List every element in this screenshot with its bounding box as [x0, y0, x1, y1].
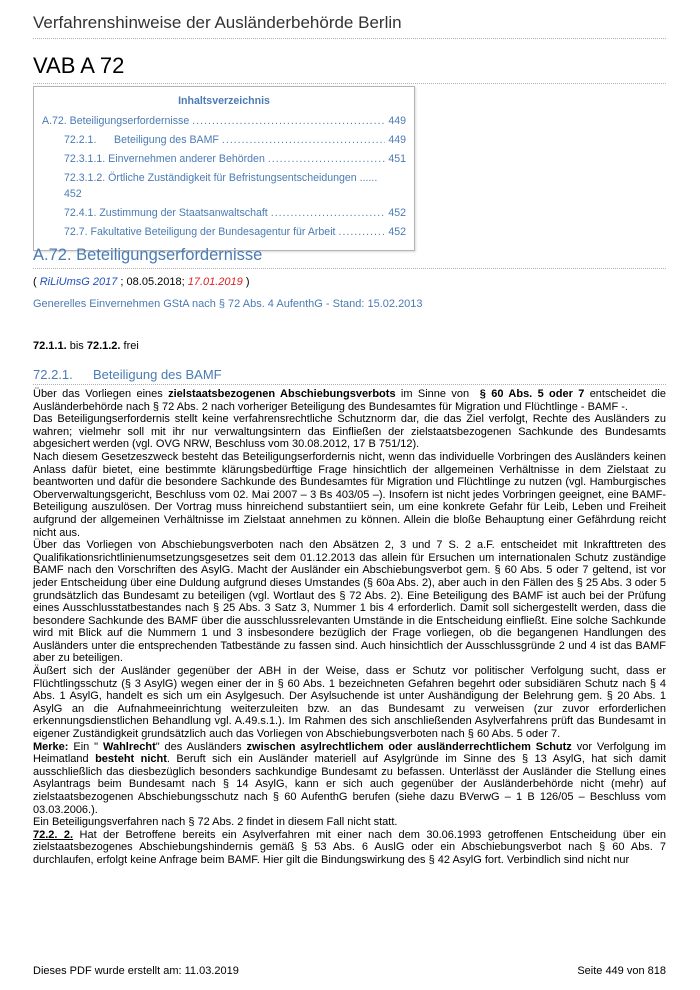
toc-heading: Inhaltsverzeichnis — [178, 95, 270, 107]
source-close: ) — [242, 276, 250, 288]
source-line — [33, 276, 250, 288]
paragraph: Ein Beteiligungsverfahren nach § 72 Abs. 2 findet in diesem Fall nicht statt. — [33, 816, 398, 829]
toc-item[interactable] — [42, 113, 406, 129]
toc-item-page: 451 — [388, 153, 406, 165]
text-bold: Merke: — [33, 740, 69, 753]
frei-start: 72.1.1. — [33, 340, 67, 352]
toc-item-label: 72.3.1.2. Örtliche Zuständigkeit für Befristungsentscheidungen — [64, 172, 357, 184]
text-bold: Wahlrecht — [102, 740, 156, 753]
text-bold: zielstaatsbezogenen Abschiebungsverbots — [168, 388, 396, 400]
body-text — [33, 388, 666, 867]
site-title: Verfahrenshinweise der Ausländerbehörde Berlin — [33, 13, 666, 39]
text-run: im Sinne von — [395, 388, 480, 400]
paragraph — [33, 741, 666, 817]
doc-title: VAB A 72 — [33, 53, 666, 84]
toc-item-page: 452 — [388, 207, 406, 219]
toc-item-page: 452 — [388, 226, 406, 238]
text-run: entscheidet die Ausländerbehörde nach § 72 Abs. 2 nach vorheriger Beteiligung des Bundesamtes für Migration und Flüchtlinge - BAMF -. — [33, 388, 666, 413]
text-run: Über das Vorliegen eines — [33, 388, 169, 400]
toc-item-page: 449 — [388, 134, 406, 146]
paragraph: Äußert sich der Ausländer gegenüber der ABH in der Weise, dass er Schutz vor politischer Verfolgung sucht, dass er Flüchtlingsschutz (§ 3 AsylG) wegen einer der in § 60 Abs. 1 bezeichneten Gefahren begehrt oder subsidiären Schutz nach § 4 Abs. 1 AsylG, handelt es sich um ein Asylgesuch. Der Asylsuchende ist unter Aushändigung der Belehrung gem. § 20 Abs. 1 AsylG an die Aufnahmeeinrichtung weiterzuleiten bzw. an das Bundesamt zu verweisen (zur zuvor erforderlichen erkennungsdienstlichen Behandlung vgl. A.49.s.1.). Im Rahmen des sich anschließenden Asylverfahrens prüft das Bundesamt in eigener Zuständigkeit grundsätzlich auch das Vorliegen von Abschiebungsverboten nach § 60 Abs. 5 oder 7. — [33, 665, 666, 741]
section-heading: A.72. Beteiligungserfordernisse — [33, 246, 666, 269]
toc-item[interactable] — [42, 224, 406, 240]
footer-created: Dieses PDF wurde erstellt am: 11.03.2019 — [33, 965, 239, 977]
toc-dots — [222, 132, 385, 148]
source-date: 17.01.2019 — [187, 276, 243, 288]
toc-item[interactable] — [42, 205, 406, 221]
paragraph — [33, 388, 666, 413]
text-run: . Beruft sich ein Ausländer materiell auf Asylgründe im Sinne des § 13 AsylG, hat sich damit ausschließlich das diesbezüglich besonders sachkundige Bundesamt zu befassen. Unterlässt der Ausländer die Stellung eines Asylantrags beim Bundesamt nach § 14 AsylG, kann er sich auch gegenüber der Ausländerbehörde nicht (mehr) auf zielstaatsbezogenen Abschiebungsschutz nach § 60 AufenthG berufen (siehe dazu BVerwG – 1 B 126/05 – Beschluss vom 03.03.2006.). — [33, 753, 666, 816]
toc-item[interactable] — [42, 132, 406, 148]
toc-dots — [192, 113, 385, 129]
text-underlined: 72.2. 2. — [33, 828, 74, 841]
table-of-contents — [33, 86, 415, 251]
paragraph: Das Beteiligungserfordernis stellt keine verfahrensrechtliche Schutznorm dar, die das Ziel verfolgt, Rechte des Ausländers zu wahren; vielmehr soll mit ihr nur verwaltungsintern das Einfließen der zielstaatsbezogenen Sachkunde des Bundesamts abgesichert werden (vgl. OVG NRW, Beschluss vom 30.08.2012, 17 B 751/12). — [33, 413, 666, 451]
toc-item[interactable] — [42, 151, 406, 167]
text-run: vor Verfolgung im Heimatland — [33, 740, 667, 766]
frei-line — [33, 340, 139, 352]
toc-item[interactable] — [42, 170, 406, 202]
toc-item-label: 72.3.1.1. Einvernehmen anderer Behörden — [64, 153, 265, 165]
toc-dots — [339, 224, 386, 240]
toc-dots — [268, 151, 385, 167]
frei-end-num: 72.1.2. — [86, 340, 121, 352]
subsection-heading — [33, 367, 666, 385]
subsection-number: 72.2.1. — [33, 367, 73, 382]
text-bold: zwischen asylrechtlichem oder ausländerrechtlichem Schutz — [246, 740, 572, 753]
source-link[interactable]: RiLiUmsG 2017 — [39, 276, 118, 288]
toc-item-label: 72.4.1. Zustimmung der Staatsanwaltschaft — [64, 207, 268, 219]
toc-item-page: 452 — [64, 188, 82, 200]
subsection-title: Beteiligung des BAMF — [93, 367, 222, 382]
text-run: Ein " — [68, 740, 103, 753]
toc-item-label: A.72. Beteiligungserfordernisse — [42, 115, 190, 127]
text-run: " des Ausländers — [155, 740, 247, 753]
frei-end: frei — [120, 340, 139, 352]
toc-item-page: 449 — [388, 115, 406, 127]
source-mid: ; 08.05.2018; — [117, 276, 188, 288]
text-bold: besteht nicht — [95, 753, 167, 766]
paragraph — [33, 829, 666, 867]
text-run: Hat der Betroffene bereits ein Asylverfahren mit einer nach dem 30.06.1993 getroffenen Entscheidung über ein zielstaatsbezogenes Abschiebungshindernis gemäß § 53 Abs. 6 AuslG oder ein Abschiebungsverbot nach § 60 Abs. 7 durchlaufen, erfolgt keine Anfrage beim BAMF. Hier gilt die Bindungswirkung des § 42 AsylG fort. Verbindlich sind nicht nur — [33, 828, 666, 866]
paragraph: Über das Vorliegen von Abschiebungsverboten nach den Absätzen 2, 3 und 7 S. 2 a.F. entscheidet mit Inkrafttreten des Qualifikationsrichtlinienumsetzungsgesetzes seit dem 01.12.2013 das allein für Ersuchen um internationalen Schutz zuständige BAMF nach den Vorschriften des AsylG. Macht der Ausländer ein Abschiebungsverbot gem. § 60 Abs. 5 oder 7 geltend, ist vor jeder Entscheidung über eine Duldung aufgrund dieses Umstandes (§ 60a Abs. 2), aber auch in den Fällen des § 25 Abs. 3 oder 5 grundsätzlich das Bundesamt zu beteiligen (vgl. Wortlaut des § 72 Abs. 2). Eine Beteiligung des BAMF ist auch bei der Prüfung eines Ausschlusstatbestandes nach § 25 Abs. 3 Satz 3, Nummer 1 bis 4 erforderlich. Damit soll sichergestellt werden, dass die besondere Sachkunde des BAMF über die ausschlussrelevanten Umstände in die Entscheidung einfließt. Eine solche Sachkunde wird mit Blick auf die Nummern 1 und 3 insbesondere bezüglich der Frage vorliegen, ob die begangenen Handlungen des Ausländers unter die entsprechenden Tatbestände zu fassen sind. Auch hinsichtlich der Ausschlussgründe 2 und 4 ist das BAMF aber zu beteiligen. — [33, 539, 666, 665]
source-open: ( — [33, 276, 40, 288]
frei-mid: bis — [66, 340, 87, 352]
toc-dots: ...... — [359, 172, 378, 184]
footer-page: Seite 449 von 818 — [577, 965, 666, 977]
paragraph: Nach diesem Gesetzeszweck besteht das Beteiligungserfordernis nicht, wenn das individuelle Vorbringen des Ausländers keinen Anlass dafür bietet, eine bestimmte klärungsbedürftige Frage hinsichtlich der allgemeinen Verhältnisse in dem Zielstaat zu beantworten und dafür die besondere Sachkunde des Bundesamtes für Migration und Flüchtlinge zu nutzen (vgl. Hamburgisches Oberverwaltungsgericht, Beschluss vom 02. Mai 2007 – 3 Bs 403/05 –). Insofern ist nicht jedes Vorbringen geeignet, eine BAMF-Beteiligung auszulösen. Der Vortrag muss hinreichend substantiiert sein, um eine konkrete Gefahr für Leib, Leben und Freiheit aufgrund der allgemeinen Verhältnisse im Zielstaat annehmen zu können. Allein die bloße Behauptung einer Gefährdung reicht nicht aus. — [33, 450, 666, 539]
toc-item-label: 72.7. Fakultative Beteiligung der Bundesagentur für Arbeit — [64, 226, 336, 238]
toc-dots — [271, 205, 386, 221]
text-bold: § 60 Abs. 5 oder 7 — [479, 388, 585, 400]
toc-item-label: 72.2.1. Beteiligung des BAMF — [64, 134, 219, 146]
gsta-link[interactable]: Generelles Einvernehmen GStA nach § 72 Abs. 4 AufenthG - Stand: 15.02.2013 — [33, 298, 423, 310]
